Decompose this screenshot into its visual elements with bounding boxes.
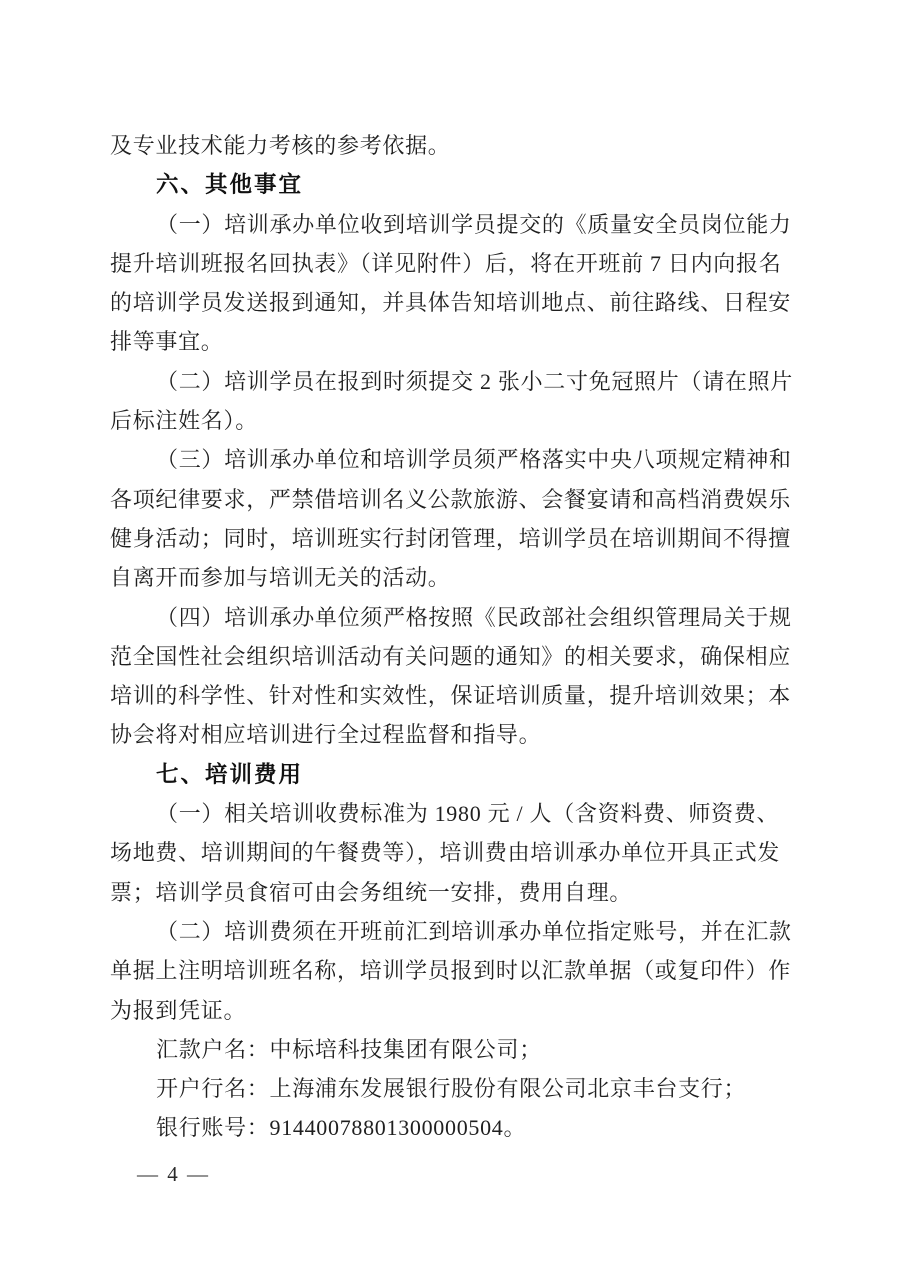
body-text-line: 排等事宜。 <box>110 329 224 355</box>
body-text-line: 的培训学员发送报到通知，并具体告知培训地点、前往路线、日程安 <box>110 290 792 316</box>
body-text-line: 各项纪律要求，严禁借培训名义公款旅游、会餐宴请和高档消费娱乐 <box>110 486 792 512</box>
body-text-line: （二）培训学员在报到时须提交 2 张小二寸免冠照片（请在照片 <box>156 368 794 394</box>
body-text-line: 为报到凭证。 <box>110 997 247 1023</box>
body-text-line: （一）培训承办单位收到培训学员提交的《质量安全员岗位能力 <box>156 211 792 237</box>
body-text-line: 单据上注明培训班名称，培训学员报到时以汇款单据（或复印件）作 <box>110 958 792 984</box>
body-text-line: （二）培训费须在开班前汇到培训承办单位指定账号，并在汇款 <box>156 918 792 944</box>
body-text-line: 协会将对相应培训进行全过程监督和指导。 <box>110 722 542 748</box>
body-text-line: 培训的科学性、针对性和实效性，保证培训质量，提升培训效果；本 <box>110 683 792 709</box>
section-heading-seven-training-fee: 七、培训费用 <box>156 761 304 787</box>
bank-account-number-line: 银行账号：91440078801300000504。 <box>156 1115 527 1141</box>
body-text-line: 健身活动；同时，培训班实行封闭管理，培训学员在培训期间不得擅 <box>110 525 792 551</box>
document-text-block <box>110 126 793 1148</box>
remittance-account-name-line: 汇款户名：中标培科技集团有限公司； <box>156 1036 542 1062</box>
body-text-line: （四）培训承办单位须严格按照《民政部社会组织管理局关于规 <box>156 604 792 630</box>
body-text-line: （一）相关培训收费标准为 1980 元 / 人（含资料费、师资费、 <box>156 801 780 827</box>
page-number: — 4 — <box>137 1162 210 1186</box>
body-text-line: 及专业技术能力考核的参考依据。 <box>110 133 451 158</box>
body-text-line: 后标注姓名）。 <box>110 408 258 434</box>
body-text-line: 自离开而参加与培训无关的活动。 <box>110 565 451 591</box>
section-heading-six-other-matters: 六、其他事宜 <box>156 172 304 198</box>
body-text-line: 票；培训学员食宿可由会务组统一安排，费用自理。 <box>110 879 633 905</box>
body-text-line: （三）培训承办单位和培训学员须严格落实中央八项规定精神和 <box>156 447 792 473</box>
body-text-line: 范全国性社会组织培训活动有关问题的通知》的相关要求，确保相应 <box>110 643 792 669</box>
body-text-line: 提升培训班报名回执表》（详见附件）后，将在开班前 7 日内向报名 <box>110 250 782 276</box>
body-text-line: 场地费、培训期间的午餐费等），培训费由培训承办单位开具正式发 <box>110 840 781 866</box>
bank-branch-name-line: 开户行名：上海浦东发展银行股份有限公司北京丰台支行； <box>156 1076 747 1102</box>
